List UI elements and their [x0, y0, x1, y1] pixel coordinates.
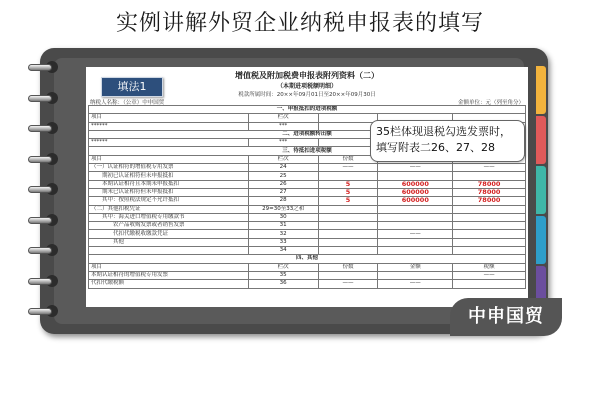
- table-cell: [378, 247, 453, 255]
- table-cell: 29=30至33之和: [248, 205, 318, 213]
- table-cell: 栏次: [248, 263, 318, 271]
- table-cell: [453, 222, 526, 230]
- table-cell: [453, 238, 526, 246]
- amount-unit: 金额单位：元（列至角分）: [457, 100, 524, 106]
- table-cell: ——: [453, 164, 526, 172]
- table-cell: [453, 213, 526, 221]
- table-row: [89, 247, 526, 255]
- table-row: [89, 172, 526, 180]
- table-row: [89, 271, 526, 279]
- annotation-callout: [370, 120, 525, 162]
- color-tabs: [536, 66, 546, 316]
- table-row: [89, 164, 526, 172]
- table-cell: [453, 280, 526, 288]
- table-row: [89, 197, 526, 205]
- table-cell: [378, 213, 453, 221]
- table-cell: 78000: [453, 197, 526, 205]
- table-cell: 税额: [453, 263, 526, 271]
- section-header: 三、待抵扣进项税额: [89, 147, 526, 155]
- table-row: [89, 205, 526, 213]
- table-cell: 本期认证相符的增值税专用发票: [89, 271, 249, 279]
- table-cell: [453, 172, 526, 180]
- table-cell: 5: [318, 197, 378, 205]
- table-cell: 78000: [453, 180, 526, 188]
- table-cell: ——: [318, 164, 378, 172]
- table-cell: [453, 230, 526, 238]
- table-cell: 24: [248, 164, 318, 172]
- table-cell: 其中：海关进口增值税专用缴款书: [89, 213, 249, 221]
- table-row: [89, 213, 526, 221]
- tax-form-sheet: [86, 67, 528, 307]
- table-row: [89, 238, 526, 246]
- table-cell: 份数: [318, 263, 378, 271]
- table-cell: [318, 247, 378, 255]
- section-header: 四、其他: [89, 255, 526, 263]
- table-cell: [318, 114, 378, 122]
- table-cell: [453, 247, 526, 255]
- binder-ring: [28, 60, 58, 76]
- color-tab: [536, 216, 546, 264]
- table-cell: 26: [248, 180, 318, 188]
- table-cell: 金额: [378, 263, 453, 271]
- table-row: [89, 230, 526, 238]
- table-cell: ***: [248, 122, 318, 130]
- table-cell: 农产品收购发票或者销售发票: [89, 222, 249, 230]
- binder-ring: [28, 304, 58, 320]
- table-cell: 代扣代缴税额: [89, 280, 249, 288]
- table-cell: （二）其他扣税凭证: [89, 205, 249, 213]
- binder-ring: [28, 274, 58, 290]
- table-cell: [318, 122, 378, 130]
- table-cell: 27: [248, 188, 318, 196]
- table-cell: 36: [248, 280, 318, 288]
- form-period: 税款所属时间：20××年09月01日至20××年09月30日: [238, 92, 376, 98]
- table-cell: 30: [248, 213, 318, 221]
- table-cell: （一）认证相符的增值税专用发票: [89, 164, 249, 172]
- form-subtitle: （本期进项税额明细）: [276, 83, 337, 90]
- table-cell: 33: [248, 238, 318, 246]
- table-cell: [318, 213, 378, 221]
- table-cell: [378, 238, 453, 246]
- table-cell: [318, 139, 378, 147]
- table-cell: ——: [453, 271, 526, 279]
- color-tab: [536, 166, 546, 214]
- form-title: 增值税及附加税费申报表附列资料（二）: [235, 71, 379, 80]
- table-cell: 栏次: [248, 155, 318, 163]
- table-cell: 其他: [89, 238, 249, 246]
- table-cell: [318, 172, 378, 180]
- spiral-binding: [28, 60, 58, 340]
- section-header: 一、申报抵扣的进项税额: [89, 106, 526, 114]
- table-cell: ******: [89, 139, 249, 147]
- table-cell: 600000: [378, 180, 453, 188]
- table-row: [89, 255, 526, 263]
- table-cell: [318, 238, 378, 246]
- table-cell: 本期认证相符且本期未申报抵扣: [89, 180, 249, 188]
- table-cell: 栏次: [248, 114, 318, 122]
- slide-title: 实例讲解外贸企业纳税申报表的填写: [115, 11, 484, 36]
- callout-line-1: 35栏体现退税勾选发票时，: [376, 125, 511, 138]
- color-tab: [536, 116, 546, 164]
- table-cell: [378, 172, 453, 180]
- table-row: [89, 106, 526, 114]
- table-cell: [453, 205, 526, 213]
- brand-logo: 中申国贸: [450, 298, 562, 336]
- table-cell: 28: [248, 197, 318, 205]
- table-cell: 35: [248, 271, 318, 279]
- binder-ring: [28, 91, 58, 107]
- table-cell: 32: [248, 230, 318, 238]
- table-cell: 600000: [378, 197, 453, 205]
- table-cell: 600000: [378, 188, 453, 196]
- table-row: [89, 188, 526, 196]
- table-cell: 项目: [89, 155, 249, 163]
- table-cell: [378, 271, 453, 279]
- binder-ring: [28, 243, 58, 259]
- table-cell: 期初已认证相符但未申报抵扣: [89, 172, 249, 180]
- binder-ring: [28, 182, 58, 198]
- table-cell: 份数: [318, 155, 378, 163]
- callout-line-2: 填写附表二26、27、28: [376, 141, 495, 154]
- table-cell: 5: [318, 180, 378, 188]
- table-row: [89, 222, 526, 230]
- table-cell: [89, 247, 249, 255]
- table-cell: ——: [378, 164, 453, 172]
- table-cell: 期末已认证相符但未申报抵扣: [89, 188, 249, 196]
- color-tab: [536, 66, 546, 114]
- table-cell: 78000: [453, 188, 526, 196]
- table-cell: [318, 230, 378, 238]
- table-cell: [318, 271, 378, 279]
- table-row: [89, 280, 526, 288]
- table-cell: ——: [318, 280, 378, 288]
- table-cell: 5: [318, 188, 378, 196]
- table-cell: [318, 222, 378, 230]
- table-cell: 项目: [89, 263, 249, 271]
- table-cell: ——: [378, 230, 453, 238]
- table-cell: [378, 222, 453, 230]
- table-cell: 其中：按照税法规定不允许抵扣: [89, 197, 249, 205]
- table-cell: 25: [248, 172, 318, 180]
- table-row: [89, 180, 526, 188]
- table-cell: ——: [378, 280, 453, 288]
- table-cell: [318, 205, 378, 213]
- table-cell: [378, 205, 453, 213]
- table-cell: 代扣代缴税收缴款凭证: [89, 230, 249, 238]
- table-cell: ******: [89, 122, 249, 130]
- table-cell: ***: [248, 139, 318, 147]
- table-cell: 项目: [89, 114, 249, 122]
- table-cell: 34: [248, 247, 318, 255]
- taxpayer-name: 纳税人名称：（公章）中申国贸: [90, 100, 165, 106]
- table-cell: 31: [248, 222, 318, 230]
- method-badge: 填法1: [101, 77, 163, 97]
- binder-ring: [28, 213, 58, 229]
- binder-ring: [28, 121, 58, 137]
- table-row: [89, 263, 526, 271]
- binder-ring: [28, 152, 58, 168]
- section-header: 二、进项税额转出额: [89, 130, 526, 138]
